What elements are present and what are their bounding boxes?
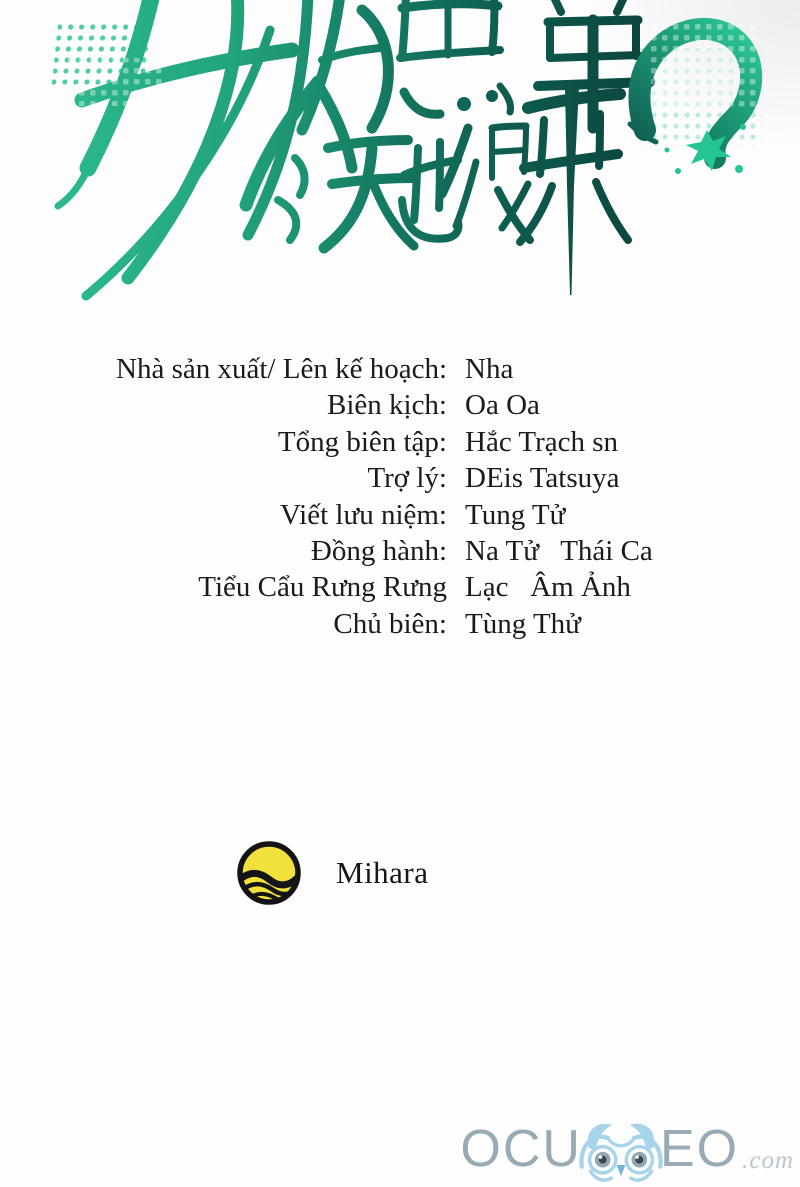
- owl-icon: [573, 1118, 669, 1184]
- credit-value: Nha: [465, 353, 514, 385]
- credit-label: Chủ biên:: [333, 607, 447, 640]
- credit-value: Tung Tử: [465, 498, 566, 531]
- credit-value: Na Tử Thái Ca: [465, 535, 653, 568]
- sun-wave-logo-icon: [236, 840, 302, 906]
- credit-row-producer: [0, 351, 800, 387]
- credit-row-screenwriter: [0, 387, 800, 423]
- watermark-text-right: EO: [659, 1120, 740, 1178]
- credit-label: Đồng hành:: [310, 535, 447, 568]
- credit-value: Tùng Thử: [465, 607, 581, 640]
- credit-row-memo-writer: [0, 497, 800, 533]
- credit-label: Viết lưu niệm:: [279, 498, 447, 531]
- credit-value: Hắc Trạch sn: [465, 425, 619, 458]
- credit-row-editor-in-chief: [0, 606, 800, 642]
- credit-row-companions: [0, 533, 800, 569]
- halftone-overlay-qmark: [648, 24, 760, 110]
- credits-section: [0, 351, 800, 642]
- credit-label: Trợ lý:: [367, 462, 447, 495]
- credit-value: Oa Oa: [465, 389, 540, 422]
- title-long-tail-stroke: [565, 86, 579, 295]
- credit-label: Tổng biên tập:: [277, 425, 447, 458]
- watermark-domain-suffix: .com: [742, 1147, 794, 1174]
- credit-row-chief-editor: [0, 424, 800, 460]
- credit-label: Biên kịch:: [326, 389, 447, 422]
- credit-label: Nhà sản xuất/ Lên kế hoạch:: [116, 353, 447, 385]
- title-calligraphy-art: [0, 0, 800, 360]
- credit-value: DEis Tatsuya: [465, 462, 620, 495]
- credit-row-assistant: [0, 460, 800, 496]
- credit-row-companions-continued: [0, 569, 800, 605]
- publisher-block: [236, 840, 429, 906]
- halftone-overlay-left: [62, 58, 166, 106]
- watermark-text-left: OCU: [460, 1120, 582, 1178]
- publisher-name: Mihara: [336, 855, 429, 890]
- credit-label: Tiểu Cẩu Rưng Rưng: [198, 571, 447, 604]
- title-row1-dots: [457, 90, 498, 111]
- credit-value: Lạc Âm Ảnh: [465, 571, 631, 604]
- site-watermark: [460, 1116, 796, 1182]
